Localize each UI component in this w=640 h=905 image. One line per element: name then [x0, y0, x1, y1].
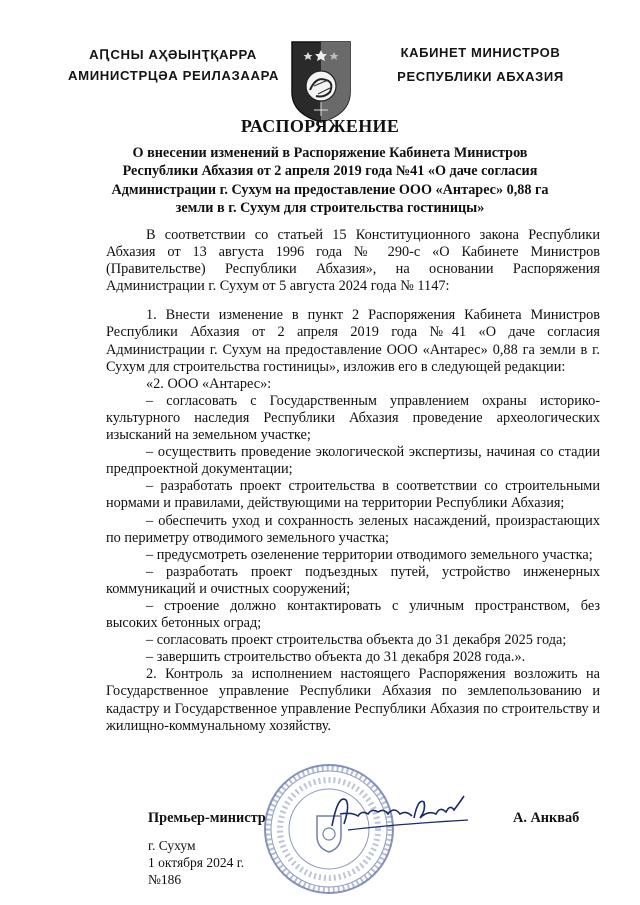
document-footer — [148, 837, 244, 888]
list-item: – разработать проект строительства в соответствии со строительными нормами и правилами, действующими на территории Республики Абхазия; — [106, 478, 600, 512]
footer-number: №186 — [148, 872, 182, 887]
control-clause-paragraph: 2. Контроль за исполнением настоящего Распоряжения возложить на Государственное управление Республики Абхазия по землепользованию и кадастру и Государственное управление Республики Абхазия по строительству и жилищно-коммунальному хозяйству. — [106, 666, 600, 734]
header-left-block — [68, 44, 278, 86]
list-item: – обеспечить уход и сохранность зеленых насаждений, произрастающих по периметру отводимого земельного участка; — [106, 512, 600, 546]
header-right-block — [378, 41, 583, 89]
list-item: – согласовать проект строительства объекта до 31 декабря 2025 года; — [146, 632, 567, 649]
coat-of-arms-emblem — [290, 40, 352, 124]
signatory-name: А. Анкваб — [513, 810, 580, 826]
header-right-line2: РЕСПУБЛИКИ АБХАЗИЯ — [397, 69, 564, 84]
signatory-position: Премьер-министр — [148, 810, 266, 826]
handwritten-signature — [328, 790, 474, 840]
list-item: – осуществить проведение экологической экспертизы, начиная со стадии предпроектной документации; — [106, 444, 600, 478]
list-item: – предусмотреть озеленение территории отводимого земельного участка; — [146, 546, 593, 563]
header-right-line1: КАБИНЕТ МИНИСТРОВ — [400, 45, 561, 60]
header-left-line1: АԤСНЫ АҲӘЫНҬҚАРРА — [89, 47, 257, 62]
footer-date: 1 октября 2024 г. — [148, 855, 245, 870]
clause-1-paragraph: 1. Внести изменение в пункт 2 Распоряжения Кабинета Министров Республики Абхазия от 2 апреля 2019 года №41 «О даче согласия Администрации г. Сухум на предоставление ООО «Антарес» 0,88 га земли в г. Сухум для строительства гостиницы», изложив его в следующей редакции: — [106, 307, 600, 375]
header-left-line2: АМИНИСТРЦӘА РЕИЛАЗААРА — [68, 68, 279, 83]
list-item: – согласовать с Государственным управлением охраны историко-культурного наследия Республики Абхазия проведение археологических изысканий на земельном участке; — [106, 392, 600, 444]
clause-2-heading: «2. ООО «Антарес»: — [146, 375, 272, 392]
document-title: РАСПОРЯЖЕНИЕ — [240, 116, 400, 136]
list-item: – завершить строительство объекта до 31 декабря 2028 года.». — [146, 649, 526, 666]
document-body — [106, 227, 600, 735]
footer-place: г. Сухум — [148, 838, 196, 853]
preamble-paragraph: В соответствии со статьей 15 Конституционного закона Республики Абхазия от 13 августа 1996 года № 290-с «О Кабинете Министров (Правительстве) Республики Абхазия», на основании Распоряжения Администрации г. Сухум от 5 августа 2024 года № 1147: — [106, 227, 600, 295]
list-item: – строение должно контактировать с уличным пространством, без высоких бетонных оград; — [106, 597, 600, 632]
list-item: – разработать проект подъездных путей, устройство инженерных коммуникаций и очистных сооружений; — [106, 563, 600, 597]
document-subject: О внесении изменений в Распоряжение Кабинета Министров Республики Абхазия от 2 апреля 2019 года №41 «О даче согласия Администрации г. Сухум на предоставление ООО «Антарес» 0,88 га земли в г. Сухум для строительства гостиницы» — [111, 145, 549, 217]
